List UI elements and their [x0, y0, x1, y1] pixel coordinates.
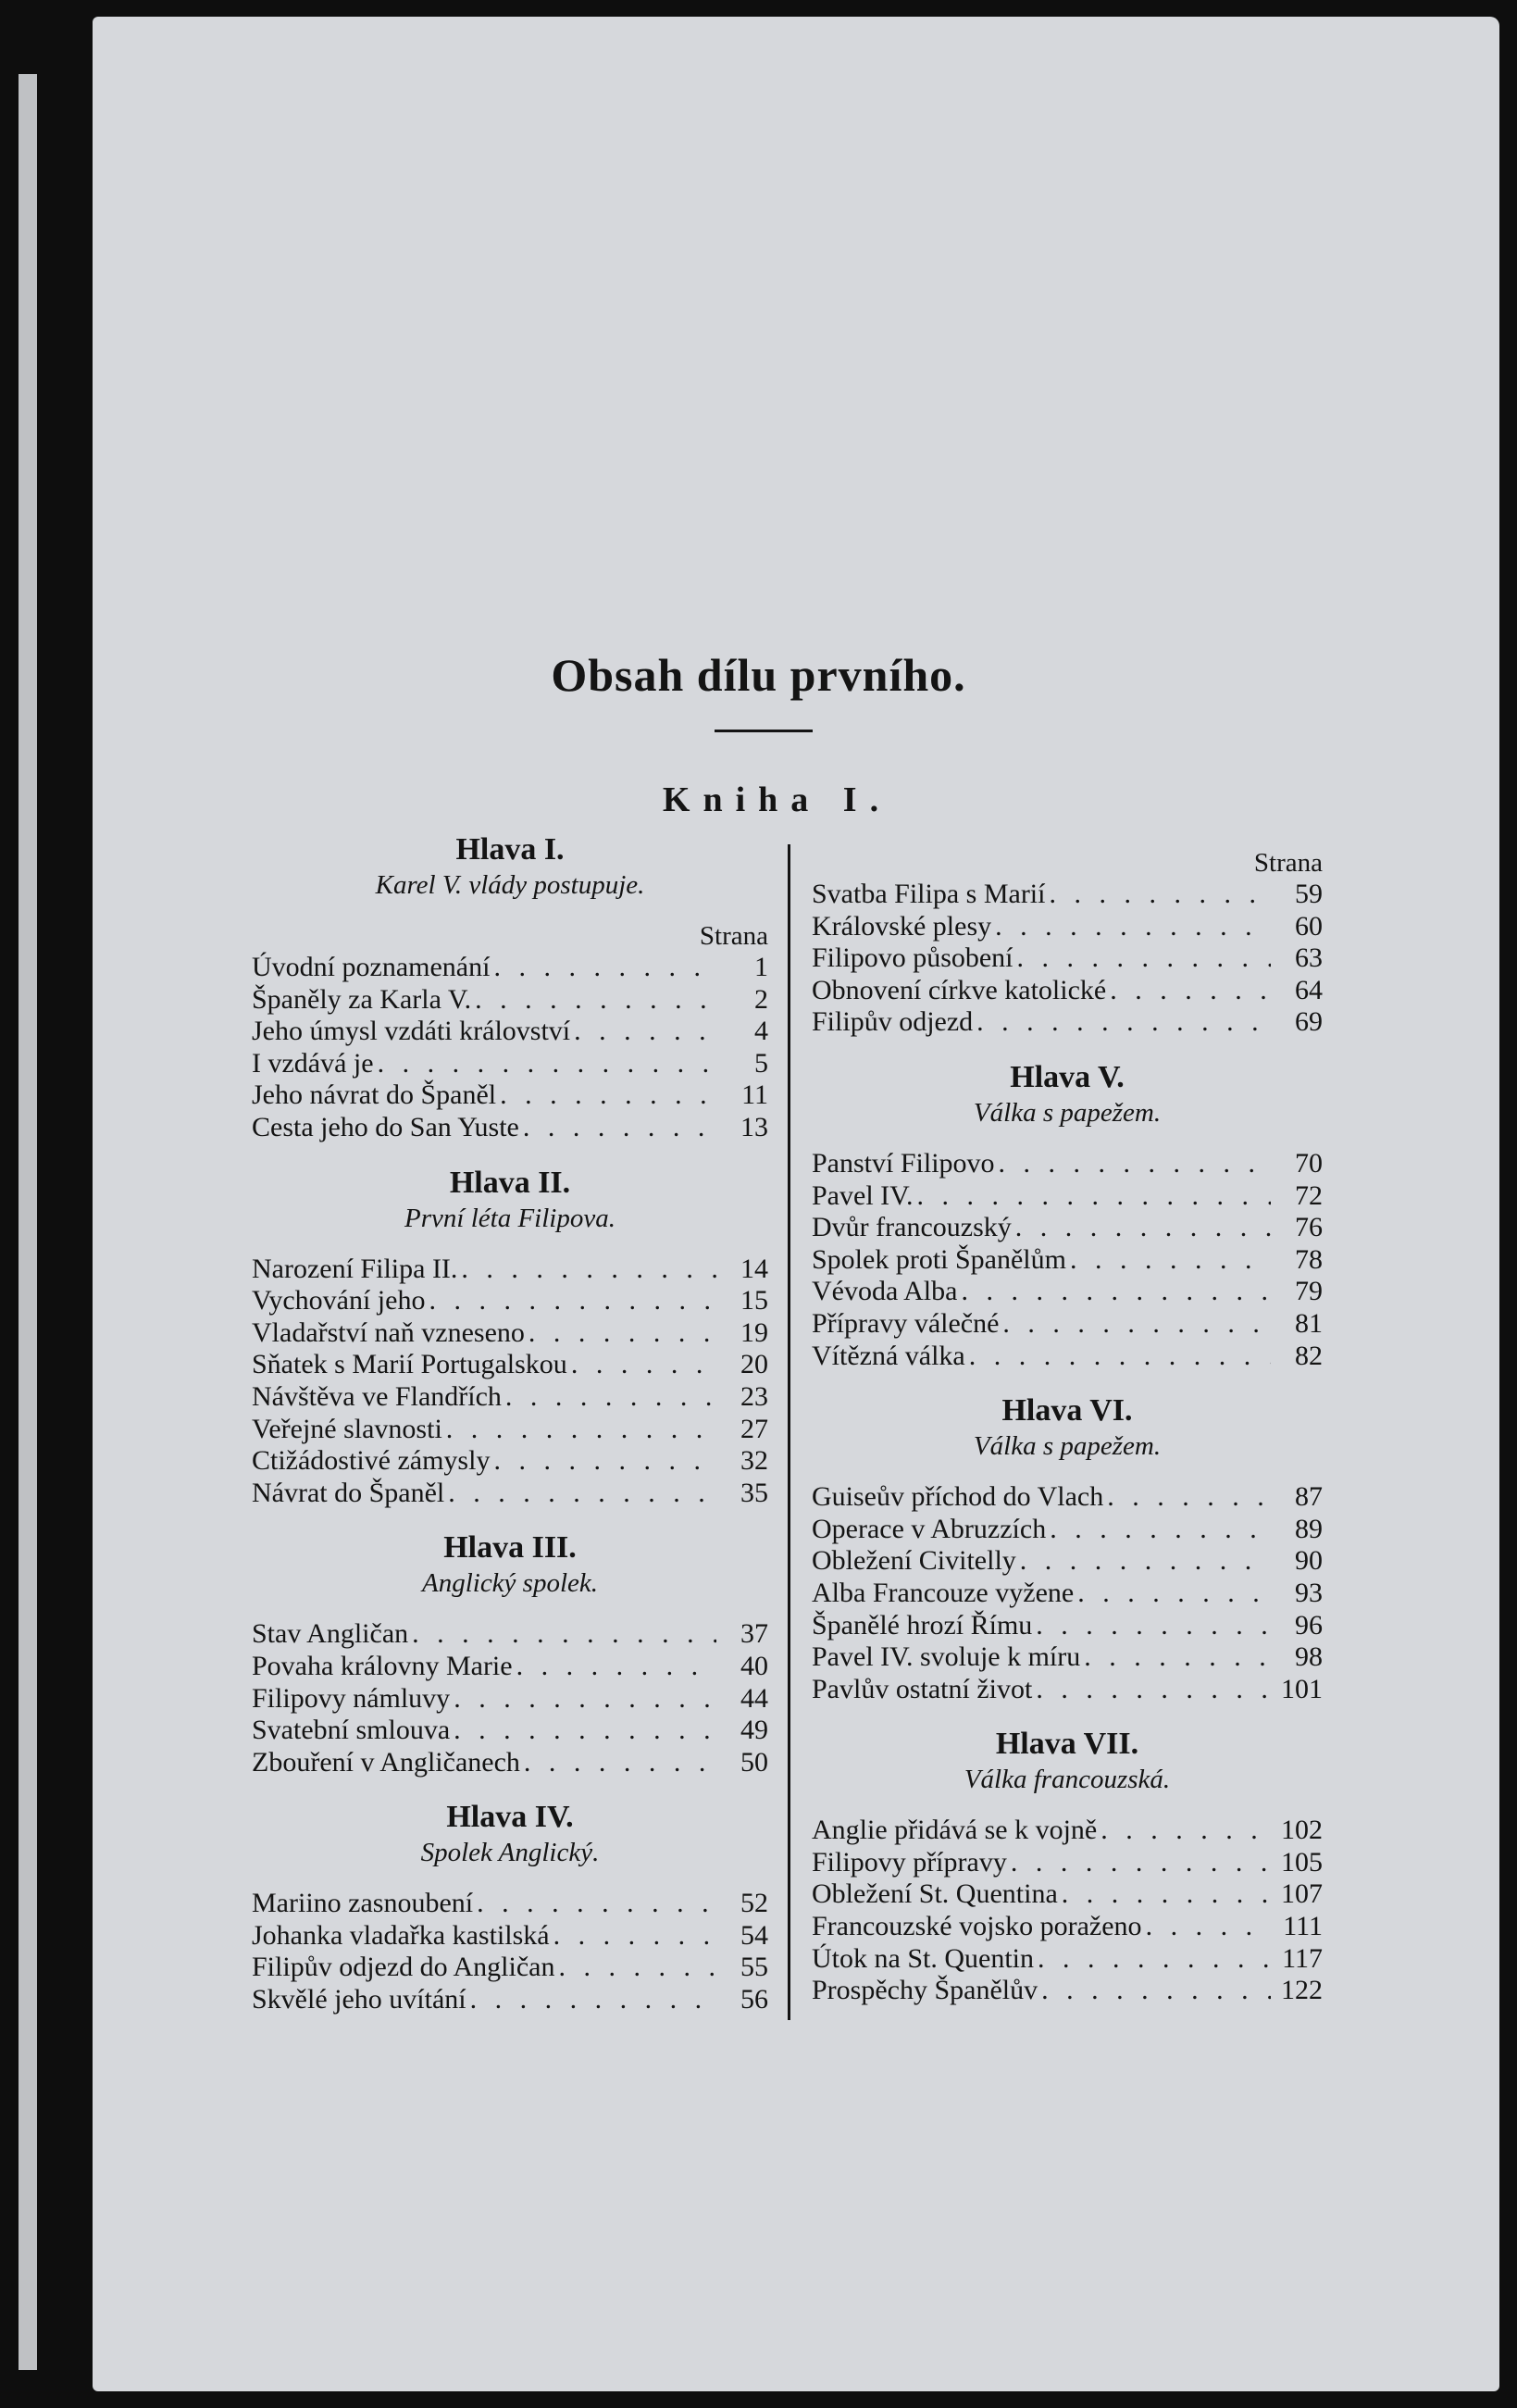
toc-entry-title: Pavel IV.: [812, 1179, 914, 1211]
dot-leader: [1066, 1244, 1271, 1277]
toc-entry: [252, 1683, 768, 1716]
toc-entry-title: Skvělé jeho uvítání: [252, 1984, 466, 2015]
dot-leader: [957, 1276, 1271, 1308]
toc-entry: [812, 1610, 1323, 1642]
dot-leader: [473, 1888, 716, 1920]
toc-entry-page: 32: [740, 1445, 768, 1477]
toc-entry-page: 40: [740, 1650, 768, 1681]
toc-entry: [812, 975, 1323, 1007]
toc-entry: [812, 1481, 1323, 1514]
chapter-subtitle: Karel V. vlády postupuje.: [375, 870, 645, 900]
toc-entry: [812, 1308, 1323, 1341]
dot-leader: [995, 1148, 1271, 1180]
toc-entry-page: 19: [740, 1316, 768, 1348]
chapter-subtitle: Spolek Anglický.: [420, 1838, 600, 1868]
toc-entry-page: 72: [1295, 1179, 1323, 1211]
dot-leader: [490, 1445, 716, 1478]
chapter-heading: Hlava II.: [449, 1165, 571, 1200]
toc-entry-page: 117: [1282, 1942, 1323, 1974]
toc-entry-title: Královské plesy: [812, 910, 992, 942]
toc-entry-title: Jeho návrat do Španěl: [252, 1079, 497, 1111]
chapter-heading: Hlava III.: [443, 1530, 577, 1566]
toc-entry-page: 1: [754, 952, 768, 982]
chapter-heading: Hlava I.: [455, 832, 565, 867]
dot-leader: [519, 1112, 716, 1144]
toc-entry-page: 70: [1295, 1147, 1323, 1179]
toc-entry-title: Obnovení církve katolické: [812, 974, 1107, 1005]
dot-leader: [466, 1984, 716, 2016]
toc-entry-title: Alba Francouze vyžene: [812, 1577, 1075, 1608]
toc-entry-page: 20: [740, 1349, 768, 1380]
toc-entry-title: Filipův odjezd: [812, 1006, 974, 1038]
toc-entry: [252, 1048, 768, 1080]
toc-entry: [812, 1341, 1323, 1373]
dot-leader: [1007, 1847, 1271, 1879]
chapter-heading: Hlava VII.: [995, 1727, 1139, 1762]
toc-entry: [812, 1545, 1323, 1578]
toc-entry: [812, 1244, 1323, 1277]
toc-entry: [252, 984, 768, 1017]
toc-entry: [812, 1975, 1323, 2007]
left-column: [252, 831, 768, 2016]
dot-leader: [1058, 1878, 1271, 1911]
toc-entry-title: Narození Filipa II.: [252, 1253, 458, 1284]
toc-entry-title: Sňatek s Marií Portugalskou: [252, 1349, 567, 1380]
toc-entry-page: 63: [1295, 942, 1323, 974]
toc-entry-title: Francouzské vojsko poraženo: [812, 1911, 1142, 1942]
toc-entry-title: Anglie přidává se k vojně: [812, 1815, 1098, 1846]
toc-entry: [812, 879, 1323, 911]
dot-leader: [913, 1180, 1271, 1213]
dot-leader: [1012, 1212, 1271, 1244]
right-column: [812, 847, 1323, 2007]
dot-leader: [965, 1341, 1271, 1373]
toc-entry-title: Vladařství naň vzneseno: [252, 1316, 525, 1348]
dot-leader: [444, 1478, 716, 1510]
dot-leader: [570, 1016, 716, 1048]
toc-entry-page: 54: [740, 1919, 768, 1951]
toc-entry-title: Panství Filipovo: [812, 1147, 995, 1179]
toc-entry: [812, 1674, 1323, 1706]
title-rule: [715, 730, 813, 732]
dot-leader: [490, 952, 716, 984]
toc-entry-title: Prospěchy Španělův: [812, 1975, 1038, 2006]
chapter-heading: Hlava VI.: [1001, 1393, 1133, 1429]
toc-entry-title: Vévoda Alba: [812, 1276, 958, 1307]
toc-entry-title: Ctižádostivé zámysly: [252, 1445, 491, 1477]
column-divider: [788, 844, 790, 2020]
dot-leader: [450, 1683, 716, 1716]
toc-entry-title: Vítězná válka: [812, 1340, 965, 1371]
toc-entry: [252, 1952, 768, 1984]
toc-entry-title: Přípravy válečné: [812, 1307, 1000, 1339]
dot-leader: [442, 1414, 716, 1446]
dot-leader: [496, 1079, 716, 1112]
toc-entry-page: 44: [740, 1682, 768, 1714]
toc-entry: [252, 1651, 768, 1683]
toc-entry: [812, 1514, 1323, 1546]
chapter-subtitle: Anglický spolek.: [421, 1568, 599, 1599]
toc-entry: [812, 942, 1323, 975]
chapter-subtitle: Válka s papežem.: [973, 1431, 1162, 1462]
toc-entry-title: Zbouření v Angličanech: [252, 1746, 520, 1778]
toc-entry-page: 105: [1281, 1846, 1323, 1878]
dot-leader: [525, 1317, 716, 1350]
toc-entry-title: Španěly za Karla V.: [252, 983, 472, 1015]
chapter-heading: Hlava IV.: [446, 1800, 574, 1835]
toc-entry: [252, 1984, 768, 2016]
dot-leader: [408, 1618, 716, 1651]
chapter-heading: Hlava V.: [1010, 1059, 1125, 1094]
toc-entry-page: 69: [1295, 1006, 1323, 1038]
dot-leader: [1046, 1514, 1271, 1546]
toc-entry-title: Filipův odjezd do Angličan: [252, 1952, 555, 1983]
toc-entry-title: Povaha královny Marie: [252, 1650, 513, 1681]
toc-entry-page: 52: [740, 1888, 768, 1919]
toc-entry-page: 107: [1281, 1878, 1323, 1910]
toc-entry-page: 87: [1295, 1481, 1323, 1513]
toc-entry: [812, 1006, 1323, 1039]
toc-entry-page: 49: [740, 1715, 768, 1746]
dot-leader: [471, 984, 716, 1017]
toc-entry: [812, 1148, 1323, 1180]
toc-entry: [252, 1317, 768, 1350]
toc-entry-title: Návštěva ve Flandřích: [252, 1380, 502, 1412]
toc-entry: [812, 1180, 1323, 1213]
toc-entry-title: Cesta jeho do San Yuste: [252, 1111, 519, 1142]
toc-entry-title: Útok na St. Quentin: [812, 1942, 1034, 1974]
toc-entry-page: 76: [1295, 1212, 1323, 1243]
toc-entry-title: Pavel IV. svoluje k míru: [812, 1641, 1081, 1673]
toc-entry: [252, 1618, 768, 1651]
toc-entry-page: 64: [1295, 974, 1323, 1005]
adjacent-page-edge: [19, 74, 37, 2370]
toc-entry-title: Guiseův příchod do Vlach: [812, 1481, 1104, 1513]
page-title: Obsah dílu prvního.: [551, 649, 966, 701]
toc-entry-page: 5: [754, 1047, 768, 1079]
toc-entry-page: 122: [1281, 1975, 1323, 2006]
toc-entry-page: 81: [1295, 1307, 1323, 1339]
toc-entry-title: Vychování jeho: [252, 1285, 426, 1316]
toc-entry: [252, 1112, 768, 1144]
toc-entry: [812, 911, 1323, 943]
toc-entry-title: Pavlův ostatní život: [812, 1673, 1033, 1704]
toc-entry-page: 59: [1295, 879, 1323, 909]
dot-leader: [1106, 975, 1271, 1007]
dot-leader: [513, 1651, 716, 1683]
dot-leader: [567, 1349, 716, 1381]
toc-entry: [252, 1920, 768, 1953]
page-column-label: Strana: [699, 921, 768, 951]
toc-entry-title: Filipovy přípravy: [812, 1846, 1007, 1878]
toc-entry-title: Svatba Filipa s Marií: [812, 879, 1046, 909]
toc-entry: [252, 1254, 768, 1286]
toc-entry-title: Filipovy námluvy: [252, 1682, 451, 1714]
toc-entry-page: 15: [740, 1285, 768, 1316]
toc-entry-page: 79: [1295, 1276, 1323, 1307]
toc-entry-title: I vzdává je: [252, 1047, 374, 1079]
toc-entry-page: 56: [740, 1984, 768, 2015]
toc-entry-page: 90: [1295, 1545, 1323, 1577]
toc-entry: [252, 952, 768, 984]
toc-entry: [252, 1016, 768, 1048]
toc-entry: [252, 1478, 768, 1510]
toc-entry-title: Operace v Abruzzích: [812, 1513, 1047, 1544]
toc-entry: [252, 1381, 768, 1414]
dot-leader: [1013, 942, 1271, 975]
toc-entry-page: 2: [754, 983, 768, 1015]
toc-entry-page: 35: [740, 1477, 768, 1508]
toc-entry: [252, 1445, 768, 1478]
toc-entry: [812, 1878, 1323, 1911]
dot-leader: [1016, 1545, 1271, 1578]
toc-entry-page: 4: [754, 1016, 768, 1047]
toc-entry-page: 27: [740, 1413, 768, 1444]
toc-entry-title: Johanka vladařka kastilská: [252, 1919, 550, 1951]
toc-entry-page: 98: [1295, 1641, 1323, 1673]
dot-leader: [374, 1048, 716, 1080]
toc-entry-page: 101: [1281, 1673, 1323, 1704]
toc-entry-title: Obležení St. Quentina: [812, 1878, 1058, 1910]
toc-entry: [812, 1911, 1323, 1943]
dot-leader: [1032, 1674, 1271, 1706]
toc-entry-page: 50: [740, 1746, 768, 1778]
toc-entry-title: Úvodní poznamenání: [252, 952, 491, 982]
dot-leader: [1080, 1641, 1271, 1674]
dot-leader: [1074, 1578, 1271, 1610]
page-column-label: Strana: [1253, 848, 1323, 878]
toc-entry-page: 55: [740, 1952, 768, 1983]
dot-leader: [1034, 1943, 1271, 1976]
toc-entry-page: 14: [740, 1253, 768, 1284]
chapter-subtitle: Válka francouzská.: [964, 1765, 1171, 1795]
dot-leader: [550, 1920, 716, 1953]
toc-entry-page: 93: [1295, 1577, 1323, 1608]
book-heading: Kniha I.: [662, 780, 892, 819]
toc-entry-page: 11: [741, 1079, 768, 1111]
dot-leader: [1032, 1610, 1271, 1642]
toc-entry: [252, 1079, 768, 1112]
dot-leader: [520, 1747, 716, 1779]
toc-entry: [812, 1847, 1323, 1879]
dot-leader: [425, 1285, 716, 1317]
toc-entry: [252, 1747, 768, 1779]
toc-entry-title: Veřejné slavnosti: [252, 1413, 442, 1444]
toc-entry-title: Mariino zasnoubení: [252, 1888, 474, 1919]
dot-leader: [502, 1381, 716, 1414]
toc-entry: [252, 1414, 768, 1446]
toc-entry: [252, 1349, 768, 1381]
toc-entry-page: 111: [1283, 1911, 1323, 1942]
toc-entry-title: Dvůr francouzský: [812, 1212, 1012, 1243]
dot-leader: [991, 911, 1271, 943]
toc-entry-page: 13: [740, 1111, 768, 1142]
toc-entry-title: Španělé hrozí Římu: [812, 1609, 1033, 1641]
toc-entry-title: Spolek proti Španělům: [812, 1243, 1066, 1275]
toc-entry: [812, 1815, 1323, 1847]
toc-entry: [252, 1715, 768, 1747]
toc-entry: [812, 1276, 1323, 1308]
toc-entry: [812, 1212, 1323, 1244]
toc-entry: [812, 1578, 1323, 1610]
toc-entry: [252, 1285, 768, 1317]
toc-entry: [252, 1888, 768, 1920]
chapter-subtitle: První léta Filipova.: [404, 1203, 616, 1233]
toc-entry-title: Obležení Civitelly: [812, 1545, 1016, 1577]
dot-leader: [554, 1952, 716, 1984]
dot-leader: [450, 1715, 716, 1747]
dot-leader: [1097, 1815, 1271, 1847]
toc-entry-title: Návrat do Španěl: [252, 1477, 445, 1508]
toc-entry-title: Stav Angličan: [252, 1618, 409, 1650]
dot-leader: [1103, 1481, 1271, 1514]
toc-entry-page: 89: [1295, 1513, 1323, 1544]
dot-leader: [1142, 1911, 1271, 1943]
toc-entry-title: Svatební smlouva: [252, 1715, 451, 1746]
toc-entry-page: 60: [1295, 910, 1323, 942]
dot-leader: [1045, 879, 1271, 911]
toc-entry-page: 37: [740, 1618, 768, 1650]
dot-leader: [999, 1308, 1271, 1341]
toc-entry-title: Jeho úmysl vzdáti království: [252, 1016, 571, 1047]
toc-entry-title: Filipovo působení: [812, 942, 1013, 974]
dot-leader: [973, 1006, 1271, 1039]
toc-entry: [812, 1943, 1323, 1976]
toc-entry-page: 96: [1295, 1609, 1323, 1641]
chapter-subtitle: Válka s papežem.: [973, 1097, 1162, 1128]
toc-entry-page: 82: [1295, 1340, 1323, 1371]
dot-leader: [457, 1254, 716, 1286]
toc-entry-page: 78: [1295, 1243, 1323, 1275]
toc-entry: [812, 1641, 1323, 1674]
toc-entry-page: 23: [740, 1380, 768, 1412]
dot-leader: [1038, 1975, 1271, 2007]
toc-entry-page: 102: [1281, 1815, 1323, 1846]
